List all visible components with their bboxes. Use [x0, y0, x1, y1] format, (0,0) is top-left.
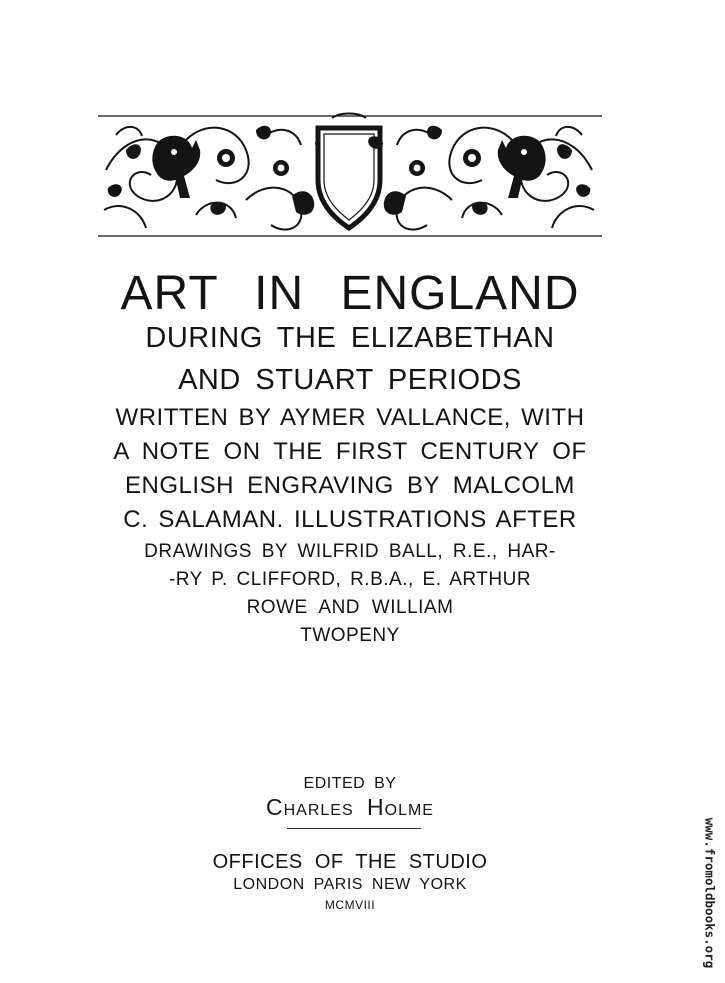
- byline-line: WRITTEN BY AYMER VALLANCE, WITH: [115, 404, 585, 431]
- byline-line: A NOTE ON THE FIRST CENTURY OF: [113, 438, 587, 465]
- subtitle-line: DURING THE ELIZABETHAN: [145, 322, 555, 354]
- byline-line: C. SALAMAN. ILLUSTRATIONS AFTER: [123, 506, 577, 533]
- byline-line: -RY P. CLIFFORD, R.B.A., E. ARTHUR: [168, 569, 532, 590]
- watermark-text: www.fromoldbooks.org: [702, 817, 718, 969]
- divider-rule: [287, 828, 421, 829]
- publisher-cities: LONDON PARIS NEW YORK: [233, 876, 467, 893]
- publisher-name: OFFICES OF THE STUDIO: [212, 851, 488, 873]
- main-title: ART IN ENGLAND: [120, 267, 580, 320]
- decorative-scroll-headpiece-icon: [96, 110, 602, 240]
- subtitle-line: AND STUART PERIODS: [178, 364, 522, 396]
- byline-line: DRAWINGS BY WILFRID BALL, R.E., HAR-: [144, 541, 556, 562]
- byline-line: ENGLISH ENGRAVING BY MALCOLM: [125, 472, 575, 499]
- watermark: [697, 808, 723, 978]
- publication-year: MCMVIII: [324, 898, 376, 912]
- editor-name: Charles Holme: [266, 794, 434, 820]
- byline-line: ROWE AND WILLIAM: [246, 597, 454, 618]
- byline-line: TWOPENY: [300, 625, 400, 646]
- edited-by-label: EDITED BY: [303, 775, 397, 792]
